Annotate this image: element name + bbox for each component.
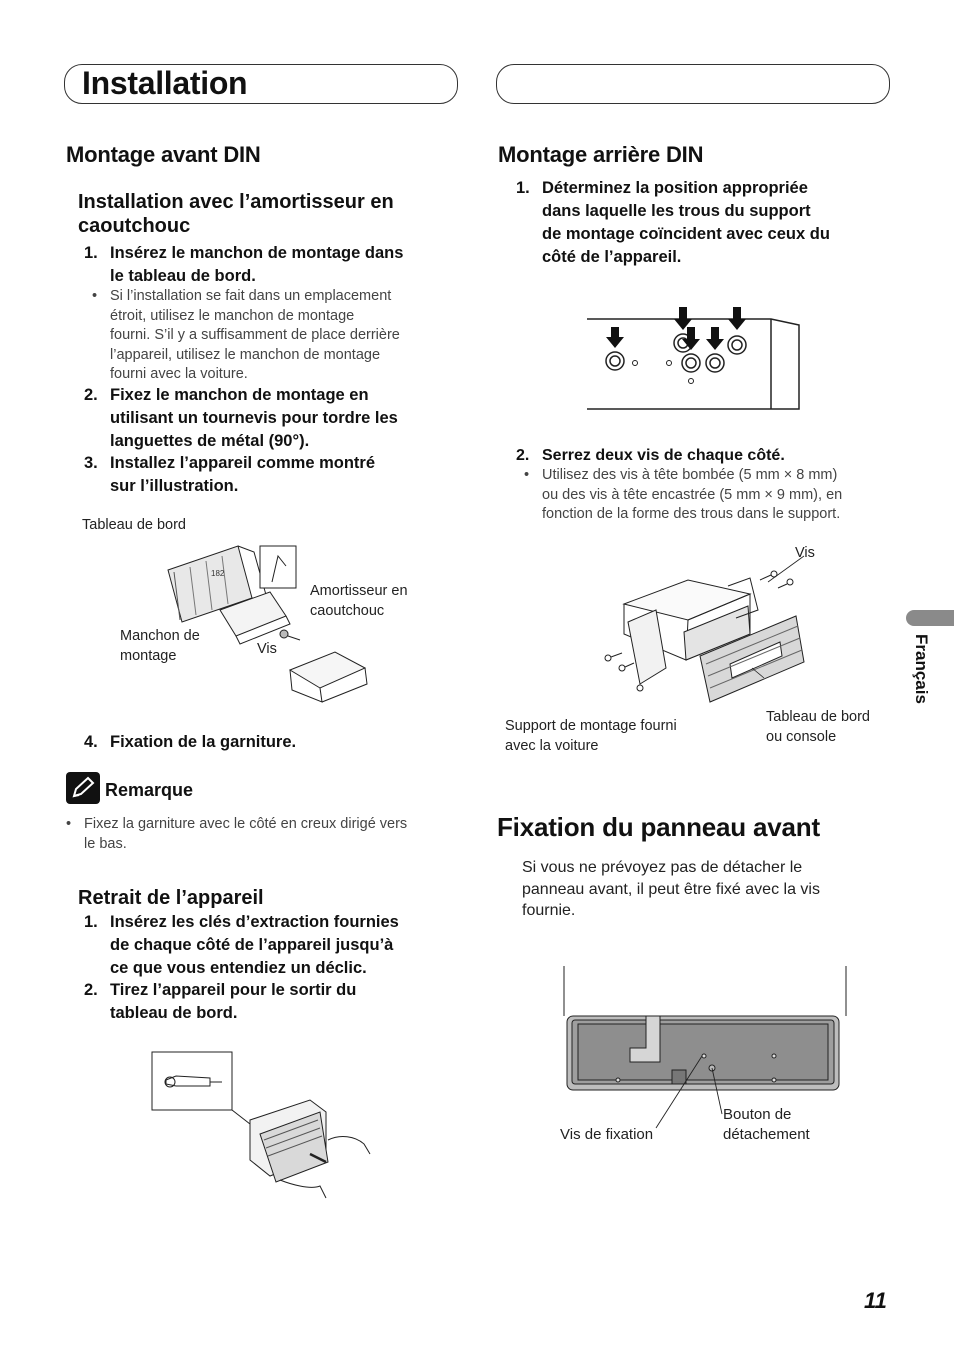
language-tab-bar [906, 610, 954, 626]
section-heading-front-panel: Fixation du panneau avant [497, 812, 820, 842]
svg-text:182: 182 [211, 569, 225, 578]
label-dash-console: Tableau de bord ou console [766, 709, 870, 745]
label-detach-button: Bouton de détachement [723, 1106, 810, 1143]
label-mounting-sleeve: Manchon de montage [120, 628, 200, 664]
page-title: Installation [82, 65, 248, 101]
header-empty-frame [496, 64, 890, 104]
label-fixing-screw: Vis de fixation [560, 1126, 654, 1143]
figure-hole-alignment [585, 305, 805, 415]
label-rubber-damper: Amortisseur en caoutchouc [310, 583, 408, 619]
subheading-remove-unit: Retrait de l’appareil [78, 887, 264, 909]
figure-front-panel-fixing [562, 964, 844, 1094]
figure-front-din-installation [160, 540, 380, 700]
note-title: Remarque [105, 780, 194, 800]
page-number: 11 [864, 1288, 887, 1313]
note-pencil-icon [66, 772, 100, 804]
label-dashboard: Tableau de bord [82, 517, 186, 533]
figure-rear-din-installation [600, 560, 810, 720]
label-bracket: Support de montage fourni avec la voiture [505, 718, 677, 754]
section-heading-front-din: Montage avant DIN [66, 142, 261, 167]
label-screw-rear: Vis [795, 545, 815, 561]
language-tab-label: Français [912, 634, 931, 704]
front-panel-paragraph: Si vous ne prévoyez pas de détacher le panneau avant, il peut être fixé avec la vis fournie. [522, 859, 820, 919]
label-screw: Vis [257, 641, 277, 657]
figure-1-inline-number [211, 569, 225, 578]
figure-unit-removal [150, 1050, 380, 1200]
subheading-rubber-damper: Installation avec l’amortisseur en caoutchouc [78, 191, 394, 237]
section-heading-rear-din: Montage arrière DIN [498, 142, 704, 167]
